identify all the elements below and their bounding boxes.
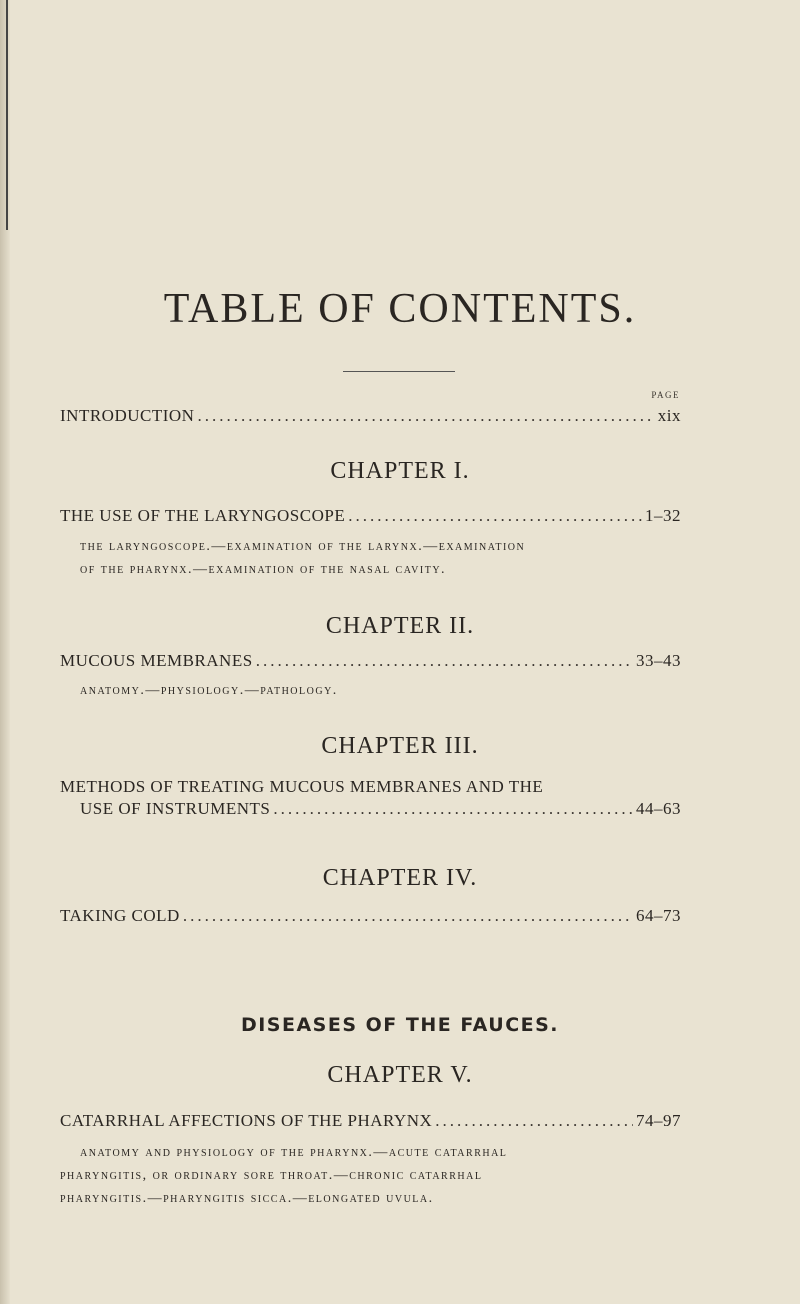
toc-entry-chapter-4[interactable]	[60, 905, 681, 927]
chapter-1-summary-line-2: of the pharynx.—examination of the nasal cavity.	[80, 562, 447, 577]
section-heading: DISEASES OF THE FAUCES.	[240, 1014, 560, 1036]
chapter-4-heading: CHAPTER IV.	[322, 865, 478, 891]
page-title: TABLE OF CONTENTS.	[163, 286, 637, 332]
entry-page: 64–73	[636, 906, 681, 925]
entry-page: 1–32	[645, 506, 681, 525]
entry-page: 44–63	[636, 799, 681, 818]
dot-leader	[273, 798, 633, 820]
toc-entry-chapter-5[interactable]	[60, 1110, 681, 1132]
chapter-5-summary-line-2: pharyngitis, or ordinary sore throat.—chronic catarrhal	[60, 1168, 483, 1183]
entry-page: 33–43	[636, 651, 681, 670]
dot-leader	[348, 505, 642, 527]
toc-entry-chapter-1[interactable]	[60, 505, 681, 527]
entry-page: 74–97	[636, 1111, 681, 1130]
dot-leader	[183, 905, 633, 927]
entry-title: CATARRHAL AFFECTIONS OF THE PHARYNX	[60, 1111, 433, 1130]
entry-title-line-2: USE OF INSTRUMENTS	[80, 799, 271, 818]
entry-page: xix	[657, 406, 681, 425]
toc-entry-chapter-3[interactable]	[60, 776, 681, 820]
chapter-1-summary-line-1: the laryngoscope.—examination of the larynx.—examination	[80, 539, 526, 554]
entry-title: INTRODUCTION	[60, 406, 195, 425]
entry-title-line-1: METHODS OF TREATING MUCOUS MEMBRANES AND THE	[60, 777, 544, 796]
dot-leader	[435, 1110, 633, 1132]
chapter-2-heading: CHAPTER II.	[325, 613, 475, 639]
chapter-5-heading: CHAPTER V.	[327, 1062, 473, 1088]
title-rule	[343, 371, 455, 372]
entry-title: TAKING COLD	[60, 906, 180, 925]
dot-leader	[256, 650, 633, 672]
chapter-5-summary-line-1: anatomy and physiology of the pharynx.—acute catarrhal	[80, 1145, 508, 1160]
chapter-2-summary-line-1: anatomy.—physiology.—pathology.	[80, 683, 338, 698]
chapter-5-summary-line-3: pharyngitis.—pharyngitis sicca.—elongated uvula.	[60, 1191, 434, 1206]
page-column-header: PAGE	[651, 390, 680, 400]
entry-title: THE USE OF THE LARYNGOSCOPE	[60, 506, 346, 525]
toc-entry-introduction[interactable]	[60, 405, 681, 427]
chapter-3-heading: CHAPTER III.	[321, 733, 479, 759]
entry-title: MUCOUS MEMBRANES	[60, 651, 253, 670]
dot-leader	[197, 405, 654, 427]
toc-entry-chapter-2[interactable]	[60, 650, 681, 672]
chapter-1-heading: CHAPTER I.	[330, 458, 470, 484]
